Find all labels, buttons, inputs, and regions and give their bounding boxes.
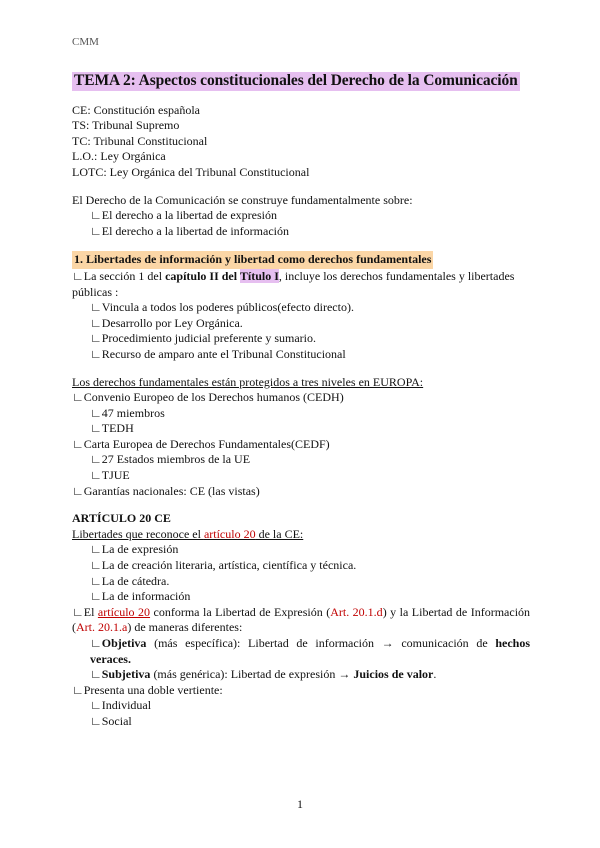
bullet-glyph: ∟ — [90, 589, 102, 604]
objetiva-item: ∟Objetiva (más específica): Libertad de información → comunicación de hechos veraces. — [90, 636, 530, 666]
abbreviation-item: CE: Constitución española — [72, 102, 200, 117]
list-item: ∟La de creación literaria, artística, científica y técnica. — [90, 558, 357, 573]
list-item: ∟TEDH — [90, 421, 134, 436]
list-item: ∟27 Estados miembros de la UE — [90, 452, 251, 467]
article20-paragraph: ∟El artículo 20 conforma la Libertad de Expresión (Art. 20.1.d) y la Libertad de Información (Art. 20.1.a) de maneras diferentes: — [72, 604, 531, 635]
bullet-glyph: ∟ — [72, 268, 84, 283]
abbreviation-item: LOTC: Ley Orgánica del Tribunal Constitucional — [72, 164, 310, 179]
bullet-glyph: ∟ — [90, 300, 102, 315]
article-ref: artículo 20 — [97, 604, 151, 619]
list-item: ∟Social — [90, 713, 132, 728]
list-item: ∟La de cátedra. — [90, 573, 170, 588]
list-item: ∟Carta Europea de Derechos Fundamentales(CEDF) — [72, 436, 330, 451]
article-ref: Art. 20.1.a — [76, 620, 128, 635]
bullet-glyph: ∟ — [90, 558, 102, 573]
subjetiva-item: ∟Subjetiva (más genérica): Libertad de expresión → Juicios de valor. — [90, 667, 437, 682]
libertades-heading: Libertades que reconoce el artículo 20 de la CE: — [72, 526, 304, 541]
bullet-glyph: ∟ — [90, 573, 102, 588]
bullet-glyph: ∟ — [72, 436, 84, 451]
list-item: ∟La de información — [90, 589, 191, 604]
abbreviation-item: L.O.: Ley Orgánica — [72, 149, 166, 164]
list-item: ∟El derecho a la libertad de información — [90, 223, 289, 238]
section-heading: 1. Libertades de información y libertad como derechos fundamentales — [72, 251, 433, 269]
list-item: ∟Procedimiento judicial preferente y sumario. — [90, 331, 317, 346]
section1-paragraph: ∟La sección 1 del capítulo II del Título I, incluye los derechos fundamentales y libertades — [72, 268, 515, 283]
bullet-glyph: ∟ — [90, 713, 102, 728]
list-item: ∟TJUE — [90, 468, 130, 483]
bullet-glyph: ∟ — [90, 315, 102, 330]
section1-paragraph-cont: públicas : — [72, 284, 119, 299]
list-item: ∟Vincula a todos los poderes públicos(efecto directo). — [90, 300, 354, 315]
bullet-glyph: ∟ — [90, 542, 102, 557]
bullet-glyph: ∟ — [72, 483, 84, 498]
page-content — [72, 72, 530, 730]
abbreviation-item: TS: Tribunal Supremo — [72, 118, 180, 133]
bullet-glyph: ∟ — [72, 604, 84, 619]
list-item: ∟47 miembros — [90, 405, 165, 420]
list-item: ∟Desarrollo por Ley Orgánica. — [90, 315, 243, 330]
bullet-glyph: ∟ — [90, 346, 102, 361]
page-header: CMM — [72, 36, 99, 48]
bullet-glyph: ∟ — [72, 390, 84, 405]
abbreviation-item: TC: Tribunal Constitucional — [72, 133, 208, 148]
bullet-glyph: ∟ — [90, 698, 102, 713]
list-item: ∟Individual — [90, 698, 152, 713]
bullet-glyph: ∟ — [90, 667, 102, 682]
europe-heading: Los derechos fundamentales están protegidos a tres niveles en EUROPA: — [72, 374, 424, 389]
bullet-glyph: ∟ — [72, 682, 84, 697]
list-item: ∟Garantías nacionales: CE (las vistas) — [72, 483, 260, 498]
bullet-glyph: ∟ — [90, 405, 102, 420]
bullet-glyph: ∟ — [90, 331, 102, 346]
list-item: ∟Recurso de amparo ante el Tribunal Constitucional — [90, 346, 346, 361]
article-ref: artículo 20 — [203, 526, 256, 541]
bullet-glyph: ∟ — [90, 452, 102, 467]
bullet-glyph: ∟ — [90, 223, 102, 238]
article-ref: Art. 20.1.d — [330, 604, 383, 619]
abbreviation-list — [72, 103, 530, 181]
list-item: ∟Convenio Europeo de los Derechos humanos (CEDH) — [72, 390, 344, 405]
document-title: TEMA 2: Aspectos constitucionales del Derecho de la Comunicación — [74, 72, 518, 89]
list-item: ∟La de expresión — [90, 542, 179, 557]
bullet-glyph: ∟ — [90, 468, 102, 483]
bullet-glyph: ∟ — [90, 208, 102, 223]
list-item: ∟El derecho a la libertad de expresión — [90, 208, 278, 223]
intro-text: El Derecho de la Comunicación se construye fundamentalmente sobre: — [72, 192, 413, 207]
list-item: ∟Presenta una doble vertiente: — [72, 682, 223, 697]
page-number: 1 — [297, 797, 303, 811]
bullet-glyph: ∟ — [90, 636, 102, 650]
article-heading: ARTÍCULO 20 CE — [72, 511, 171, 526]
bullet-glyph: ∟ — [90, 421, 102, 436]
